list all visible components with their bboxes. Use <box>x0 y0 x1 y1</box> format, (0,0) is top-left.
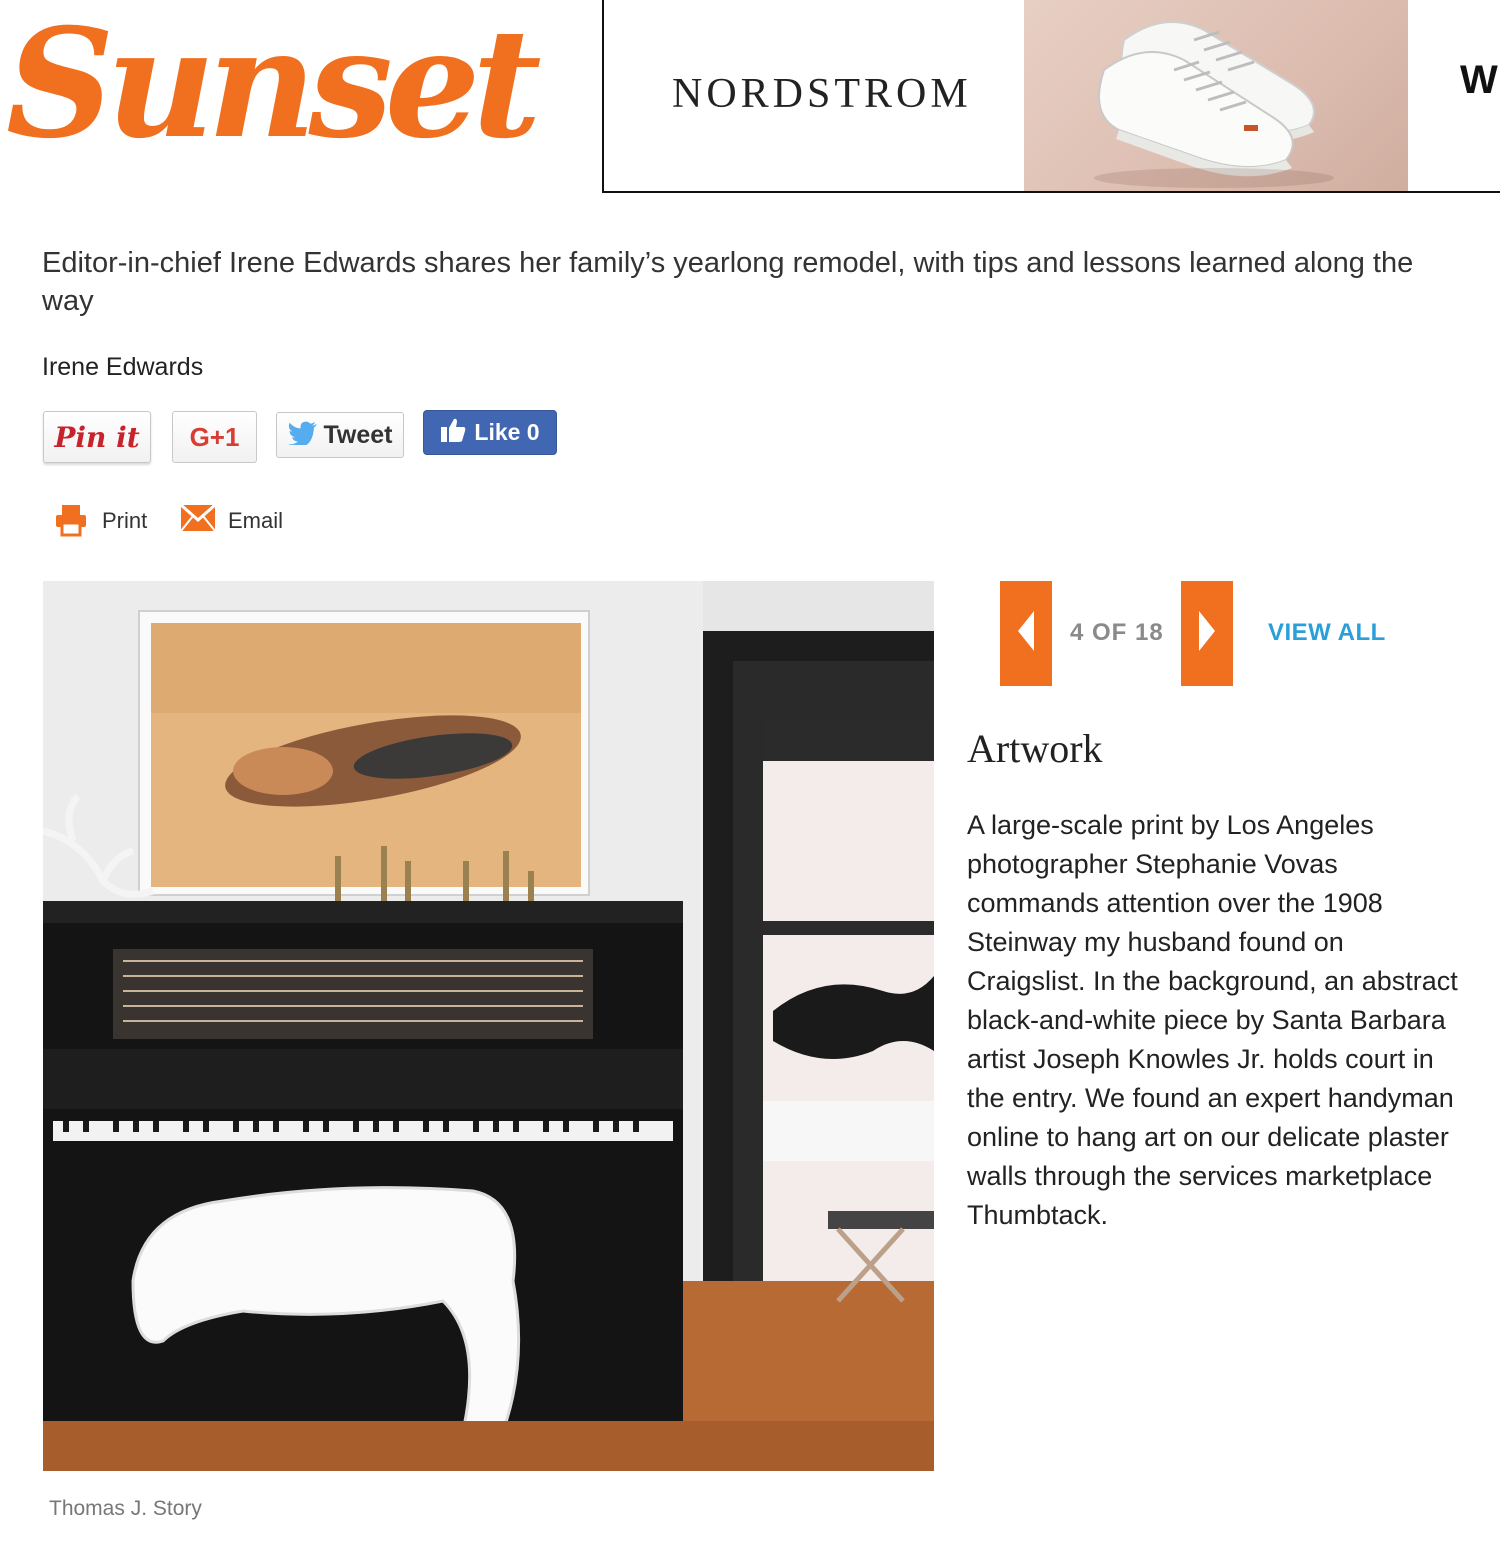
chevron-left-icon <box>1016 609 1036 658</box>
printer-icon[interactable] <box>54 503 88 542</box>
gallery-photo <box>43 581 934 1471</box>
email-link[interactable]: Email <box>228 508 284 533</box>
article-byline[interactable]: Irene Edwards <box>42 353 204 381</box>
photo-credit: Thomas J. Story <box>49 1497 202 1520</box>
previous-slide-button[interactable] <box>1000 581 1052 686</box>
pinterest-button[interactable] <box>43 411 151 463</box>
gplus-label: G+1 <box>189 421 240 452</box>
nordstrom-ad-banner[interactable] <box>602 0 1500 193</box>
chevron-right-icon <box>1197 609 1217 658</box>
like-label: Like 0 <box>474 419 540 445</box>
tweet-button[interactable] <box>276 412 404 458</box>
facebook-like-button[interactable] <box>423 410 557 455</box>
thumbs-up-icon <box>440 417 466 448</box>
ad-tail-text: W <box>1460 58 1498 102</box>
slide-title: Artwork <box>967 726 1103 771</box>
slide-counter: 4 OF 18 <box>1070 619 1164 646</box>
ad-sneakers-image <box>1024 0 1408 191</box>
pinterest-label: Pin it <box>54 420 140 454</box>
tweet-label: Tweet <box>323 420 393 449</box>
envelope-icon[interactable] <box>180 504 216 537</box>
ad-brand-text: NORDSTROM <box>672 71 972 117</box>
view-all-link[interactable]: VIEW ALL <box>1268 619 1386 646</box>
sunset-logo[interactable]: Sunset <box>6 0 534 172</box>
article-dek: Editor-in-chief Irene Edwards shares her family’s yearlong remodel, with tips and lessons learned along the way <box>42 247 1414 317</box>
gplus-button[interactable] <box>172 411 257 463</box>
twitter-bird-icon <box>288 421 318 450</box>
print-link[interactable]: Print <box>102 508 148 533</box>
next-slide-button[interactable] <box>1181 581 1233 686</box>
slide-caption: A large-scale print by Los Angeles photographer Stephanie Vovas commands attention over the 1908 Steinway my husband found on Craigslist. In the background, an abstract black-and-white piece by Santa Barbara artist Joseph Knowles Jr. holds court in the entry. We found an expert handyman online to hang art on our delicate plaster walls through the services marketplace Thumbtack. <box>967 810 1458 1230</box>
